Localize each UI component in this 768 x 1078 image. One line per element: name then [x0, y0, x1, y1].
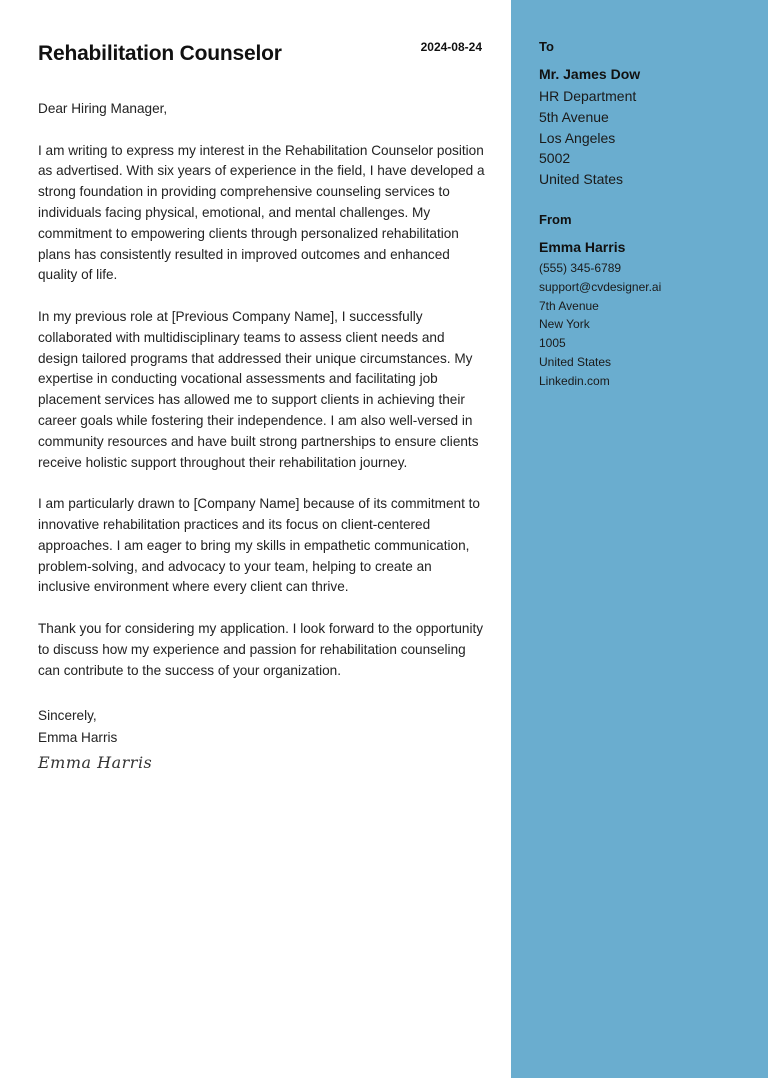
sender-block — [539, 212, 759, 391]
recipient-line: United States — [539, 171, 624, 188]
letter-body — [38, 99, 486, 774]
sender-linkedin: Linkedin.com — [539, 373, 610, 388]
sender-name-closing: Emma Harris — [38, 730, 118, 746]
recipient-line: Los Angeles — [539, 129, 616, 146]
sender-line: New York — [539, 317, 590, 332]
recipient-line: HR Department — [539, 88, 637, 104]
paragraph-2: In my previous role at [Previous Company Name], I successfully collaborated with multidisciplinary teams to assess client needs and design tailored programs that addressed their unique circumstances. My expertise in conducting vocational assessments and facilitating job placement services has allowed me to support clients in achieving their career goals while fostering their independence. I am also well-versed in community resources and have built strong partnerships to ensure clients receive holistic support throughout their rehabilitation journey. — [38, 308, 479, 470]
letter-date: 2024-08-24 — [420, 40, 482, 54]
greeting: Dear Hiring Manager, — [38, 101, 168, 116]
sender-name: Emma Harris — [539, 239, 626, 255]
paragraph-4: Thank you for considering my application. I look forward to the opportunity to discuss how my experience and passion for rehabilitation counseling can contribute to the success of your organization. — [38, 620, 484, 678]
page-title: Rehabilitation Counselor — [38, 42, 282, 65]
recipient-line: 5002 — [539, 150, 571, 167]
recipient-name: Mr. James Dow — [539, 66, 641, 82]
sender-line: United States — [539, 354, 612, 369]
paragraph-3: I am particularly drawn to [Company Name] because of its commitment to innovative rehabilitation practices and its focus on client-centered approaches. I am eager to bring my skills in empathetic communication, problem-solving, and advocacy to your team, helping to create an inclusive environment where every client can thrive. — [38, 496, 480, 595]
sender-heading: From — [539, 212, 572, 227]
signature: Emma Harris — [38, 753, 153, 773]
recipient-line: 5th Avenue — [539, 108, 609, 125]
sender-line: 7th Avenue — [539, 298, 599, 313]
recipient-block — [539, 39, 759, 190]
sender-line: 1005 — [539, 336, 566, 351]
paragraph-1: I am writing to express my interest in the Rehabilitation Counselor position as advertised. With six years of experience in the field, I have developed a strong foundation in providing comprehensive counseling services to individuals facing physical, emotional, and mental challenges. My commitment to empowering clients through personalized rehabilitation plans has consistently resulted in improved outcomes and enhanced quality of life. — [38, 142, 485, 283]
closing-block — [38, 702, 486, 747]
sender-phone: (555) 345-6789 — [539, 261, 622, 275]
sender-email: support@cvdesigner.ai — [539, 279, 662, 294]
closing-salutation: Sincerely, — [38, 708, 97, 724]
recipient-heading: To — [539, 39, 554, 54]
